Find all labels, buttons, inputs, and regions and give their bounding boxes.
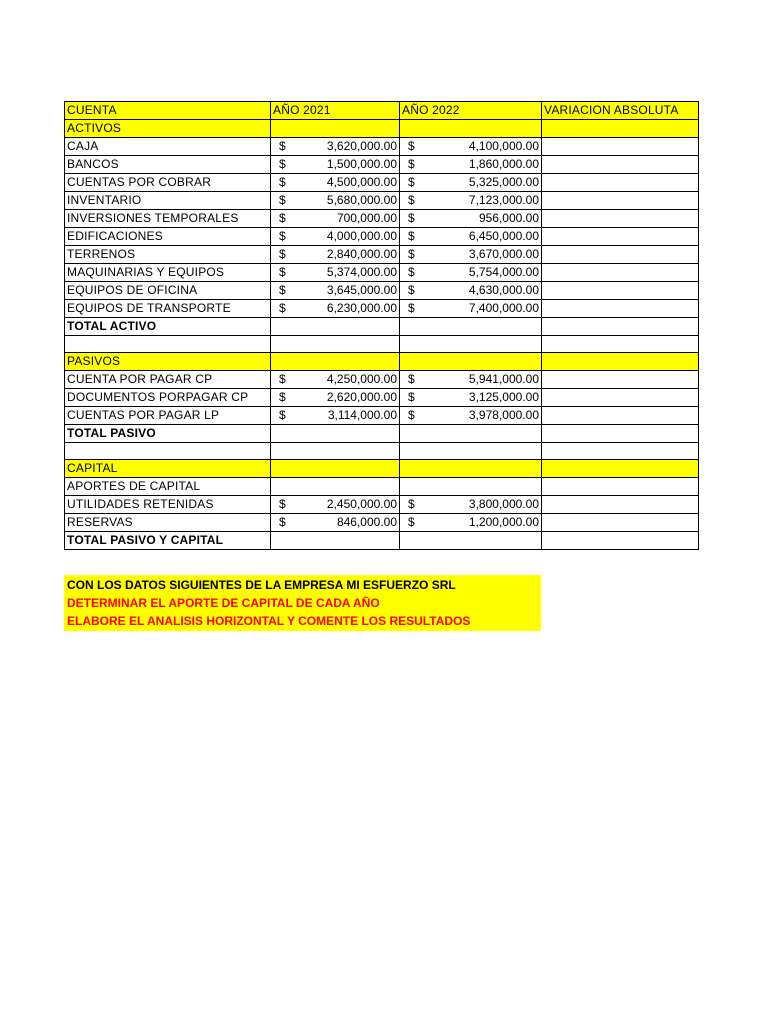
table-row [65,514,699,532]
value-2022-cell[interactable] [400,246,542,264]
account-name-cell[interactable]: APORTES DE CAPITAL [65,478,271,496]
value-2022-cell[interactable] [400,478,542,496]
account-name-cell[interactable]: INVERSIONES TEMPORALES [65,210,271,228]
money-value [402,389,539,406]
account-name-cell[interactable]: INVENTARIO [65,192,271,210]
amount: 2,450,000.00 [326,497,397,512]
value-2021-cell[interactable] [271,228,400,246]
amount: 4,250,000.00 [326,372,397,387]
currency-symbol: $ [408,283,415,297]
currency-symbol: $ [279,247,286,261]
amount: 4,500,000.00 [326,175,397,189]
money-value [273,156,397,173]
account-name-cell[interactable]: CAPITAL [65,460,271,478]
currency-symbol: $ [408,247,415,261]
currency-symbol: $ [408,193,415,207]
money-value [273,264,397,281]
value-2021-cell[interactable] [271,353,400,371]
table-row [65,407,699,425]
currency-symbol: $ [279,229,286,243]
money-value [273,228,397,245]
amount: 3,114,000.00 [327,408,397,423]
amount: 2,620,000.00 [326,390,397,405]
header-ano-2021[interactable]: AÑO 2021 [271,102,400,120]
header-variacion-absoluta[interactable]: VARIACION ABSOLUTA [542,102,699,120]
value-2022-cell[interactable] [400,318,542,336]
variacion-absoluta-cell[interactable] [542,192,699,210]
amount: 3,800,000.00 [468,497,539,512]
table-row [65,300,699,318]
currency-symbol: $ [279,139,286,153]
value-2022-cell[interactable] [400,174,542,192]
account-name-cell[interactable]: CAJA [65,138,271,156]
value-2021-cell[interactable] [271,282,400,300]
value-2021-cell[interactable] [271,264,400,282]
currency-symbol: $ [408,265,415,279]
money-value [402,407,539,424]
variacion-absoluta-cell[interactable] [542,353,699,371]
value-2022-cell[interactable] [400,353,542,371]
amount: 7,123,000.00 [468,193,539,207]
table-row [65,246,699,264]
amount: 956,000.00 [478,211,539,225]
currency-symbol: $ [408,515,415,530]
value-2022-cell[interactable] [400,228,542,246]
blank-row [65,336,699,353]
currency-symbol: $ [279,408,286,423]
money-value [273,138,397,155]
value-2022-cell[interactable] [400,514,542,532]
table-row [65,138,699,156]
table-row [65,478,699,496]
amount: 6,450,000.00 [468,229,539,243]
value-2021-cell[interactable] [271,300,400,318]
value-2022-cell[interactable] [400,496,542,514]
table-row [65,264,699,282]
value-2021-cell[interactable] [271,443,400,460]
variacion-absoluta-cell[interactable] [542,174,699,192]
total-row [65,425,699,443]
currency-symbol: $ [408,390,415,405]
money-value [402,138,539,155]
money-value [402,174,539,191]
total-row [65,532,699,550]
amount: 700,000.00 [336,211,397,225]
currency-symbol: $ [279,265,286,279]
money-value [273,496,397,513]
currency-symbol: $ [408,139,415,153]
account-name-cell[interactable]: EDIFICACIONES [65,228,271,246]
amount: 3,978,000.00 [468,408,539,423]
money-value [273,246,397,263]
account-name-cell[interactable]: RESERVAS [65,514,271,532]
balance-sheet-body [65,102,699,550]
account-name-cell[interactable] [65,443,271,460]
account-name-cell[interactable]: ACTIVOS [65,120,271,138]
currency-symbol: $ [279,390,286,405]
variacion-absoluta-cell[interactable] [542,246,699,264]
table-row [65,371,699,389]
currency-symbol: $ [408,301,415,315]
variacion-absoluta-cell[interactable] [542,300,699,318]
value-2022-cell[interactable] [400,460,542,478]
account-name-cell[interactable]: TERRENOS [65,246,271,264]
account-name-cell[interactable]: CUENTAS POR COBRAR [65,174,271,192]
variacion-absoluta-cell[interactable] [542,228,699,246]
money-value [402,192,539,209]
variacion-absoluta-cell[interactable] [542,389,699,407]
currency-symbol: $ [408,157,415,171]
currency-symbol: $ [408,408,415,423]
currency-symbol: $ [279,497,286,512]
section-row [65,120,699,138]
instructions-box [64,575,541,631]
money-value [402,228,539,245]
table-row [65,389,699,407]
instruction-line-3: ELABORE EL ANALISIS HORIZONTAL Y COMENTE LOS RESULTADOS [67,614,471,628]
variacion-absoluta-cell[interactable] [542,425,699,443]
amount: 3,670,000.00 [468,247,539,261]
money-value [402,210,539,227]
table-row [65,156,699,174]
variacion-absoluta-cell[interactable] [542,371,699,389]
header-ano-2022[interactable]: AÑO 2022 [400,102,542,120]
value-2021-cell[interactable] [271,460,400,478]
instruction-line-2: DETERMINAR EL APORTE DE CAPITAL DE CADA AÑO [67,596,380,610]
currency-symbol: $ [279,283,286,297]
currency-symbol: $ [408,211,415,225]
value-2021-cell[interactable] [271,496,400,514]
amount: 2,840,000.00 [326,247,397,261]
currency-symbol: $ [279,211,286,225]
account-name-cell[interactable]: DOCUMENTOS PORPAGAR CP [65,389,271,407]
value-2021-cell[interactable] [271,407,400,425]
money-value [273,407,397,424]
amount: 5,374,000.00 [326,265,397,279]
account-name-cell[interactable]: CUENTAS POR PAGAR LP [65,407,271,425]
account-name-cell[interactable]: EQUIPOS DE TRANSPORTE [65,300,271,318]
variacion-absoluta-cell[interactable] [542,532,699,550]
account-name-cell[interactable]: TOTAL PASIVO [65,425,271,443]
value-2021-cell[interactable] [271,174,400,192]
value-2022-cell[interactable] [400,192,542,210]
account-name-cell[interactable]: EQUIPOS DE OFICINA [65,282,271,300]
money-value [402,264,539,281]
currency-symbol: $ [279,157,286,171]
value-2021-cell[interactable] [271,138,400,156]
money-value [273,389,397,406]
value-2021-cell[interactable] [271,246,400,264]
blank-row [65,443,699,460]
money-value [273,192,397,209]
value-2022-cell[interactable] [400,300,542,318]
money-value [402,371,539,388]
currency-symbol: $ [279,372,286,387]
value-2021-cell[interactable] [271,478,400,496]
money-value [273,300,397,317]
variacion-absoluta-cell[interactable] [542,282,699,300]
variacion-absoluta-cell[interactable] [542,318,699,336]
variacion-absoluta-cell[interactable] [542,407,699,425]
value-2021-cell[interactable] [271,318,400,336]
table-row [65,174,699,192]
value-2022-cell[interactable] [400,120,542,138]
amount: 1,200,000.00 [468,515,539,530]
value-2021-cell[interactable] [271,514,400,532]
amount: 5,941,000.00 [468,372,539,387]
currency-symbol: $ [279,175,286,189]
variacion-absoluta-cell[interactable] [542,443,699,460]
amount: 3,620,000.00 [326,139,397,153]
value-2022-cell[interactable] [400,407,542,425]
value-2022-cell[interactable] [400,210,542,228]
table-row [65,496,699,514]
variacion-absoluta-cell[interactable] [542,514,699,532]
amount: 846,000.00 [336,515,397,530]
value-2021-cell[interactable] [271,532,400,550]
money-value [273,174,397,191]
amount: 3,645,000.00 [326,283,397,297]
currency-symbol: $ [279,301,286,315]
value-2022-cell[interactable] [400,282,542,300]
value-2022-cell[interactable] [400,156,542,174]
value-2021-cell[interactable] [271,192,400,210]
amount: 5,754,000.00 [468,265,539,279]
section-row [65,353,699,371]
amount: 7,400,000.00 [468,301,539,315]
table-row [65,210,699,228]
money-value [273,371,397,388]
account-name-cell[interactable] [65,336,271,353]
money-value [402,514,539,531]
table-row [65,192,699,210]
value-2022-cell[interactable] [400,371,542,389]
money-value [273,282,397,299]
variacion-absoluta-cell[interactable] [542,138,699,156]
balance-sheet-table [64,101,699,550]
account-name-cell[interactable]: TOTAL ACTIVO [65,318,271,336]
amount: 5,680,000.00 [326,193,397,207]
value-2022-cell[interactable] [400,264,542,282]
money-value [402,246,539,263]
value-2021-cell[interactable] [271,389,400,407]
money-value [273,210,397,227]
variacion-absoluta-cell[interactable] [542,496,699,514]
money-value [273,514,397,531]
amount: 1,860,000.00 [468,157,539,171]
value-2022-cell[interactable] [400,138,542,156]
value-2022-cell[interactable] [400,532,542,550]
amount: 3,125,000.00 [468,390,539,405]
value-2021-cell[interactable] [271,425,400,443]
amount: 1,500,000.00 [326,157,397,171]
value-2021-cell[interactable] [271,210,400,228]
value-2021-cell[interactable] [271,156,400,174]
account-name-cell[interactable]: BANCOS [65,156,271,174]
value-2022-cell[interactable] [400,389,542,407]
account-name-cell[interactable]: UTILIDADES RETENIDAS [65,496,271,514]
currency-symbol: $ [408,175,415,189]
account-name-cell[interactable]: TOTAL PASIVO Y CAPITAL [65,532,271,550]
table-row [65,282,699,300]
value-2021-cell[interactable] [271,371,400,389]
amount: 4,000,000.00 [326,229,397,243]
value-2022-cell[interactable] [400,425,542,443]
value-2022-cell[interactable] [400,336,542,353]
currency-symbol: $ [279,515,286,530]
value-2021-cell[interactable] [271,336,400,353]
currency-symbol: $ [408,229,415,243]
amount: 5,325,000.00 [468,175,539,189]
variacion-absoluta-cell[interactable] [542,264,699,282]
variacion-absoluta-cell[interactable] [542,120,699,138]
account-name-cell[interactable]: PASIVOS [65,353,271,371]
amount: 6,230,000.00 [326,301,397,315]
variacion-absoluta-cell[interactable] [542,210,699,228]
money-value [402,300,539,317]
instruction-line-1: CON LOS DATOS SIGUIENTES DE LA EMPRESA MI ESFUERZO SRL [67,578,456,592]
currency-symbol: $ [279,193,286,207]
header-cuenta[interactable]: CUENTA [65,102,271,120]
amount: 4,630,000.00 [468,283,539,297]
header-row [65,102,699,120]
section-row [65,460,699,478]
currency-symbol: $ [408,372,415,387]
money-value [402,282,539,299]
account-name-cell[interactable]: CUENTA POR PAGAR CP [65,371,271,389]
variacion-absoluta-cell[interactable] [542,460,699,478]
value-2022-cell[interactable] [400,443,542,460]
total-row [65,318,699,336]
amount: 4,100,000.00 [468,139,539,153]
value-2021-cell[interactable] [271,120,400,138]
variacion-absoluta-cell[interactable] [542,336,699,353]
table-row [65,228,699,246]
variacion-absoluta-cell[interactable] [542,478,699,496]
variacion-absoluta-cell[interactable] [542,156,699,174]
account-name-cell[interactable]: MAQUINARIAS Y EQUIPOS [65,264,271,282]
money-value [402,156,539,173]
money-value [402,496,539,513]
currency-symbol: $ [408,497,415,512]
